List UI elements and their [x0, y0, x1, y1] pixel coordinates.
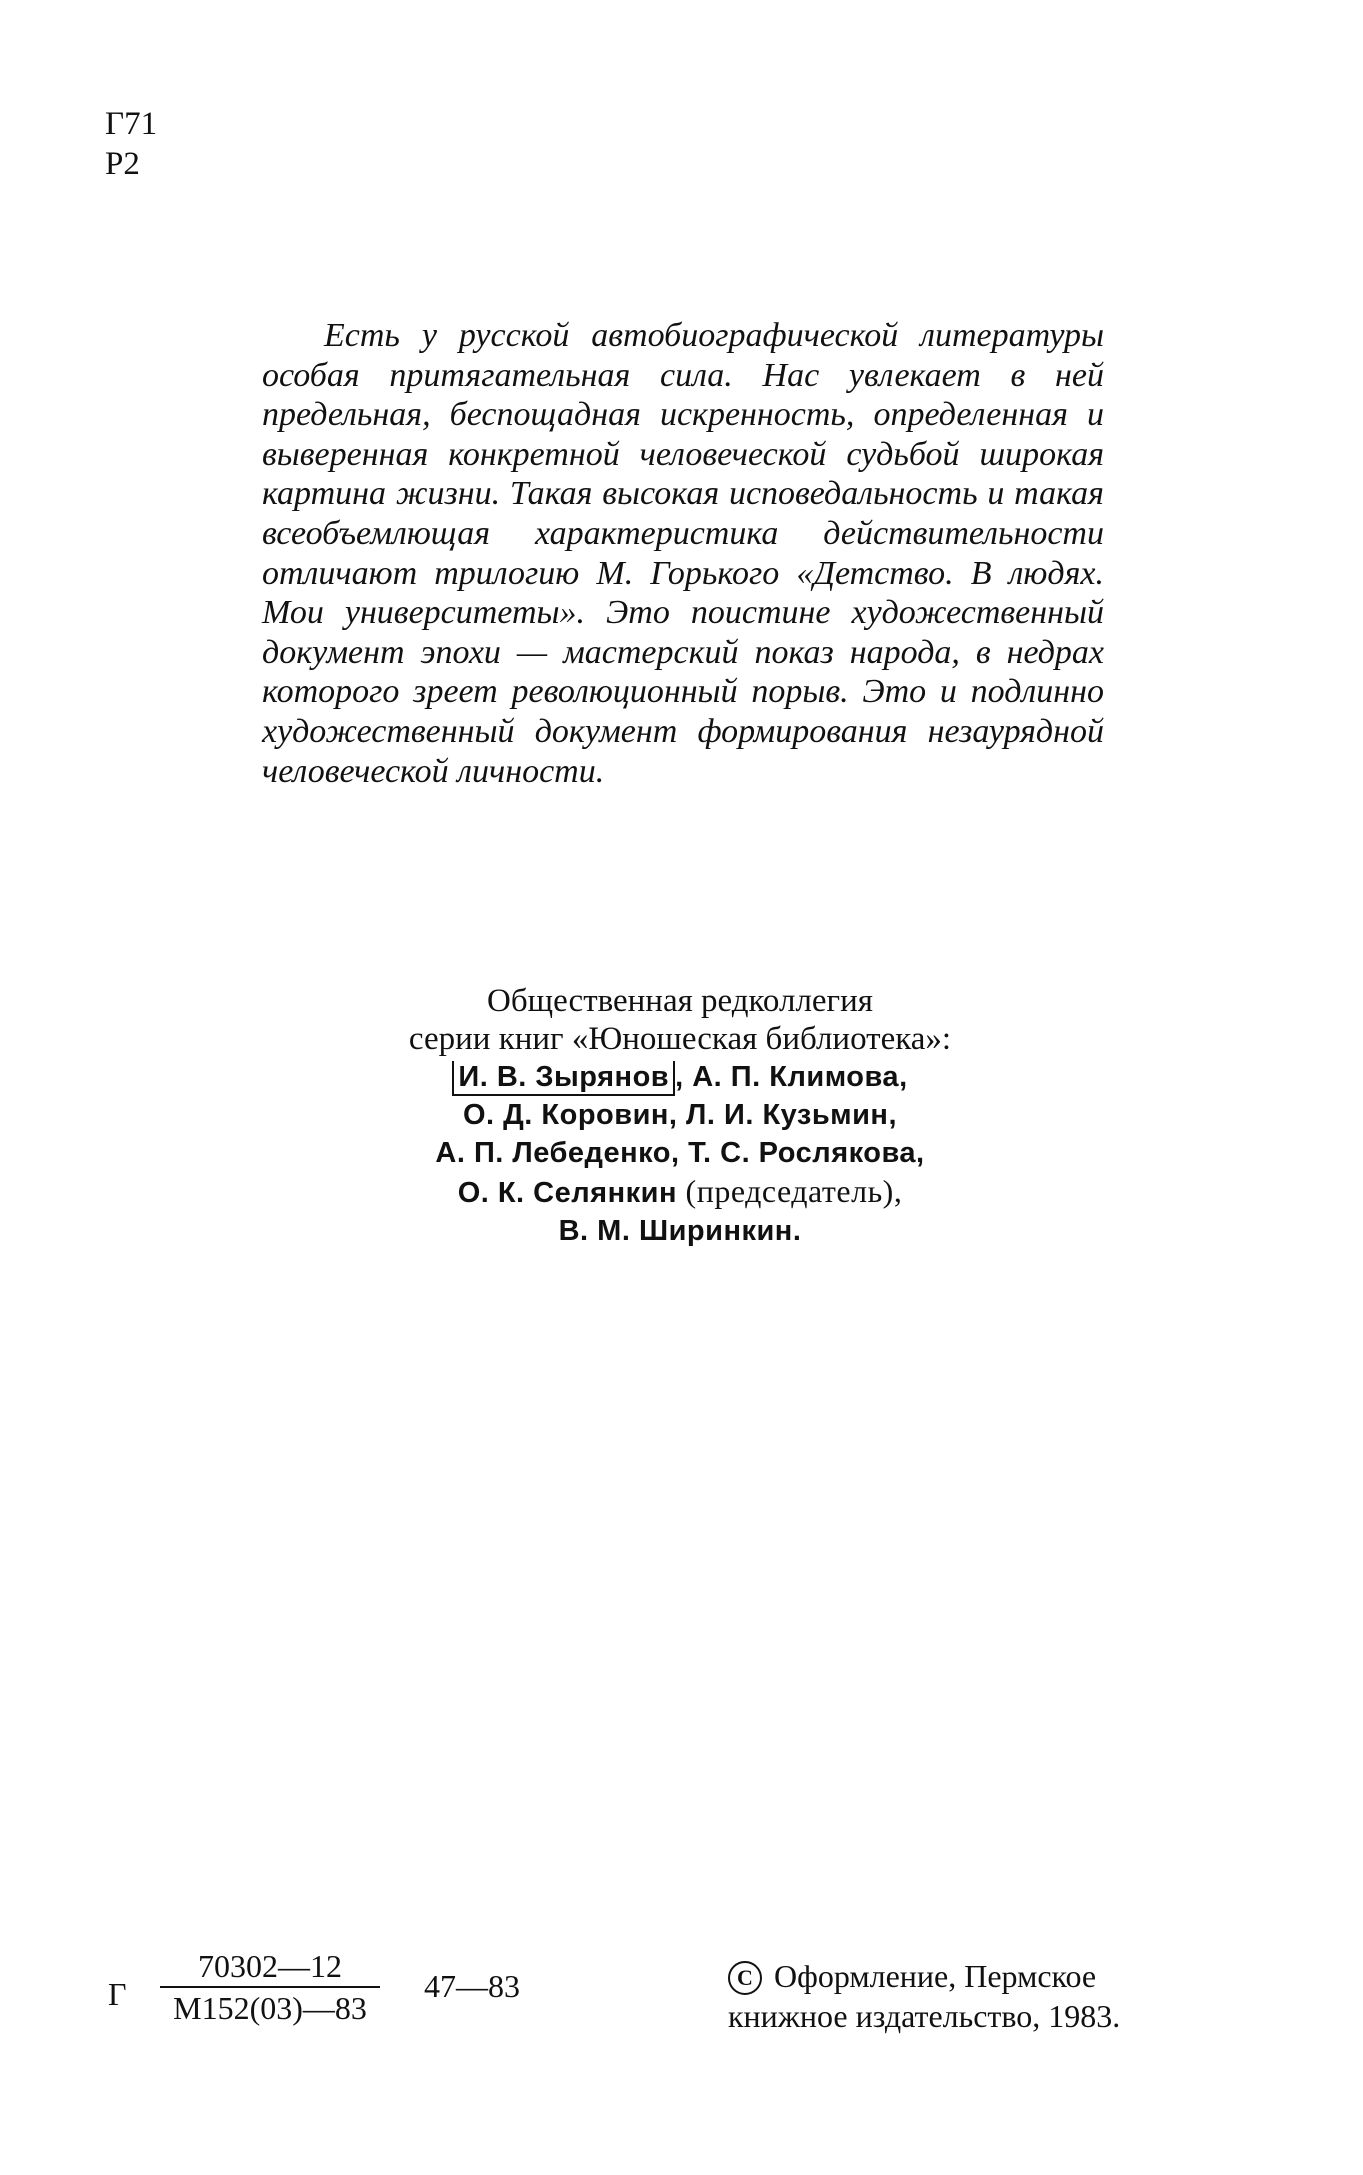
classification-codes [105, 104, 157, 184]
chairman-name: О. К. Селянкин [457, 1177, 677, 1209]
editorial-board-members [250, 1058, 1110, 1250]
copyright-notice [728, 1956, 1120, 2036]
copyright-line-1 [728, 1956, 1120, 1996]
members-line-2: О. Д. Коровин, Л. И. Кузьмин, [462, 1099, 898, 1131]
members-line-1-rest: , А. П. Климова, [675, 1061, 908, 1093]
publishing-index-denominator: М152(03)—83 [173, 1990, 367, 2026]
book-annotation: Есть у русской автобиографической литературы особая притягательная сила. Нас увлекает в ней предельная, беспощадная искренность, определенная и выверенная конкретной человеческой судьбой широкая картина жизни. Такая высокая исповедальность и такая всеобъемлющая характеристика действительности отличают трилогию М. Горького «Детство. В людях. Мои университеты». Это поистине художественный документ эпохи — мастерский показ народа, в недрах которого зреет революционный порыв. Это и подлинно художественный документ формирования незаурядной человеческой личности. [262, 317, 1104, 790]
editorial-board-heading-line-2: серии книг «Юношеская библиотека»: [408, 1021, 952, 1057]
classification-code-bbk: Р2 [105, 146, 140, 182]
publishing-index-tail: 47—83 [424, 1968, 520, 2004]
classification-code-udc: Г71 [105, 106, 158, 142]
members-line-4 [250, 1172, 1110, 1212]
publishing-index-fraction [160, 1946, 380, 2028]
copyright-line-2: книжное издательство, 1983. [728, 1998, 1121, 2034]
deceased-member-name: И. В. Зырянов [452, 1061, 675, 1096]
publishing-index-letter: Г [108, 1976, 127, 2012]
copyright-text-1: Оформление, Пермское [774, 1958, 1097, 1994]
editorial-board-heading-line-1: Общественная редколлегия [487, 983, 873, 1019]
publishing-index-numerator: 70302—12 [160, 1946, 380, 1988]
editorial-board [250, 982, 1110, 1250]
copyright-icon: C [728, 1961, 762, 1995]
chairman-role: (председатель), [685, 1173, 903, 1209]
members-line-5: В. М. Ширинкин. [558, 1215, 802, 1247]
publishing-index [104, 1946, 564, 2036]
members-line-1 [250, 1058, 1110, 1096]
members-line-3: А. П. Лебеденко, Т. С. Рослякова, [435, 1137, 925, 1169]
